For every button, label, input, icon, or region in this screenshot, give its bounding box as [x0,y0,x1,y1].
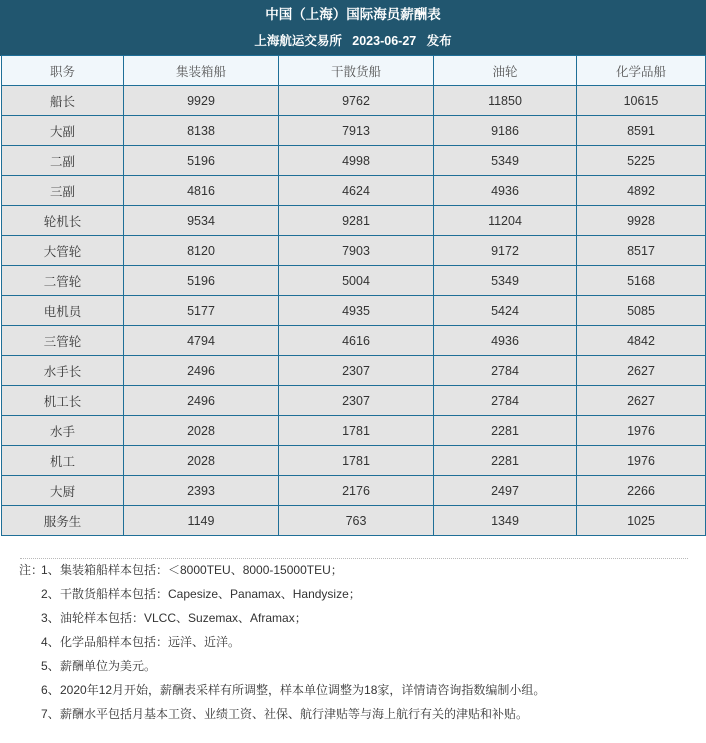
table-row [2,476,706,506]
bulk-carrier-salary-cell: 7903 [279,236,434,266]
table-header-banner [0,0,706,56]
container-ship-salary-cell: 1149 [124,506,279,536]
chemical-tanker-salary-cell: 8517 [577,236,706,266]
chemical-tanker-salary-cell: 4842 [577,326,706,356]
bulk-carrier-salary-cell: 4616 [279,326,434,356]
note-number: 3、 [41,611,60,625]
chemical-tanker-salary-cell: 2627 [577,386,706,416]
container-ship-salary-cell: 9534 [124,206,279,236]
position-cell: 水手 [2,416,124,446]
chemical-tanker-salary-cell: 1976 [577,446,706,476]
container-ship-salary-cell: 4816 [124,176,279,206]
table-row [2,266,706,296]
oil-tanker-salary-cell: 1349 [434,506,577,536]
container-ship-salary-cell: 5196 [124,266,279,296]
bulk-carrier-salary-cell: 2176 [279,476,434,506]
oil-tanker-salary-cell: 9186 [434,116,577,146]
table-row [2,146,706,176]
table-row [2,386,706,416]
chemical-tanker-salary-cell: 2627 [577,356,706,386]
oil-tanker-salary-cell: 11850 [434,86,577,116]
bulk-carrier-salary-cell: 9281 [279,206,434,236]
oil-tanker-salary-cell: 11204 [434,206,577,236]
note-item [0,656,706,676]
position-cell: 大厨 [2,476,124,506]
container-ship-salary-cell: 2496 [124,356,279,386]
note-item [0,608,706,628]
position-cell: 大副 [2,116,124,146]
chemical-tanker-salary-cell: 8591 [577,116,706,146]
note-text: 薪酬单位为美元。 [60,659,157,673]
container-ship-salary-cell: 8138 [124,116,279,146]
table-row [2,116,706,146]
column-header-chemical-tanker: 化学品船 [577,56,706,86]
position-cell: 大管轮 [2,236,124,266]
position-cell: 三副 [2,176,124,206]
note-item [0,584,706,604]
table-row [2,446,706,476]
note-item [0,632,706,652]
bulk-carrier-salary-cell: 4935 [279,296,434,326]
oil-tanker-salary-cell: 5424 [434,296,577,326]
container-ship-salary-cell: 9929 [124,86,279,116]
publish-info: 上海航运交易所 2023-06-27 发布 [254,34,452,48]
chemical-tanker-salary-cell: 5168 [577,266,706,296]
chemical-tanker-salary-cell: 5225 [577,146,706,176]
note-number: 4、 [41,635,60,649]
notes-divider [20,558,688,559]
note-number: 6、 [41,683,60,697]
bulk-carrier-salary-cell: 763 [279,506,434,536]
oil-tanker-salary-cell: 2497 [434,476,577,506]
table-body [2,86,706,536]
note-item [0,560,706,580]
column-header-oil-tanker: 油轮 [434,56,577,86]
container-ship-salary-cell: 2496 [124,386,279,416]
chemical-tanker-salary-cell: 1976 [577,416,706,446]
seafarer-salary-table [1,55,706,536]
notes-prefix: 注： [19,563,44,577]
oil-tanker-salary-cell: 5349 [434,266,577,296]
note-text: 集装箱船样本包括：＜8000TEU、8000-15000TEU； [60,563,343,577]
table-row [2,356,706,386]
chemical-tanker-salary-cell: 5085 [577,296,706,326]
oil-tanker-salary-cell: 2784 [434,356,577,386]
chemical-tanker-salary-cell: 9928 [577,206,706,236]
column-header-position: 职务 [2,56,124,86]
position-cell: 水手长 [2,356,124,386]
note-item [0,680,706,700]
position-cell: 机工长 [2,386,124,416]
chemical-tanker-salary-cell: 4892 [577,176,706,206]
column-header-container-ship: 集装箱船 [124,56,279,86]
position-cell: 三管轮 [2,326,124,356]
note-text: 干散货船样本包括：Capesize、Panamax、Handysize； [60,587,361,601]
position-cell: 电机员 [2,296,124,326]
note-text: 化学品船样本包括：远洋、近洋。 [60,635,241,649]
note-text: 油轮样本包括：VLCC、Suzemax、Aframax； [60,611,307,625]
note-number: 5、 [41,659,60,673]
oil-tanker-salary-cell: 5349 [434,146,577,176]
container-ship-salary-cell: 5196 [124,146,279,176]
bulk-carrier-salary-cell: 5004 [279,266,434,296]
table-row [2,176,706,206]
table-row [2,416,706,446]
oil-tanker-salary-cell: 4936 [434,176,577,206]
container-ship-salary-cell: 5177 [124,296,279,326]
position-cell: 轮机长 [2,206,124,236]
bulk-carrier-salary-cell: 1781 [279,446,434,476]
note-number: 2、 [41,587,60,601]
bulk-carrier-salary-cell: 2307 [279,356,434,386]
oil-tanker-salary-cell: 9172 [434,236,577,266]
note-number: 1、 [41,563,60,577]
bulk-carrier-salary-cell: 9762 [279,86,434,116]
table-row [2,326,706,356]
container-ship-salary-cell: 4794 [124,326,279,356]
table-row [2,86,706,116]
note-text: 薪酬水平包括月基本工资、业绩工资、社保、航行津贴等与海上航行有关的津贴和补贴。 [60,707,529,721]
chemical-tanker-salary-cell: 10615 [577,86,706,116]
note-number: 7、 [41,707,60,721]
bulk-carrier-salary-cell: 2307 [279,386,434,416]
container-ship-salary-cell: 8120 [124,236,279,266]
oil-tanker-salary-cell: 4936 [434,326,577,356]
table-row [2,506,706,536]
container-ship-salary-cell: 2393 [124,476,279,506]
table-row [2,296,706,326]
chemical-tanker-salary-cell: 1025 [577,506,706,536]
column-header-bulk-carrier: 干散货船 [279,56,434,86]
table-header-row [2,56,706,86]
container-ship-salary-cell: 2028 [124,416,279,446]
oil-tanker-salary-cell: 2281 [434,416,577,446]
container-ship-salary-cell: 2028 [124,446,279,476]
bulk-carrier-salary-cell: 4998 [279,146,434,176]
position-cell: 机工 [2,446,124,476]
position-cell: 服务生 [2,506,124,536]
table-row [2,236,706,266]
oil-tanker-salary-cell: 2281 [434,446,577,476]
page-title: 中国（上海）国际海员薪酬表 [265,7,441,22]
chemical-tanker-salary-cell: 2266 [577,476,706,506]
oil-tanker-salary-cell: 2784 [434,386,577,416]
bulk-carrier-salary-cell: 1781 [279,416,434,446]
bulk-carrier-salary-cell: 4624 [279,176,434,206]
note-item [0,704,706,724]
note-text: 2020年12月开始，薪酬表采样有所调整，样本单位调整为18家，详情请咨询指数编制小组。 [60,683,546,697]
bulk-carrier-salary-cell: 7913 [279,116,434,146]
position-cell: 船长 [2,86,124,116]
position-cell: 二副 [2,146,124,176]
table-row [2,206,706,236]
position-cell: 二管轮 [2,266,124,296]
